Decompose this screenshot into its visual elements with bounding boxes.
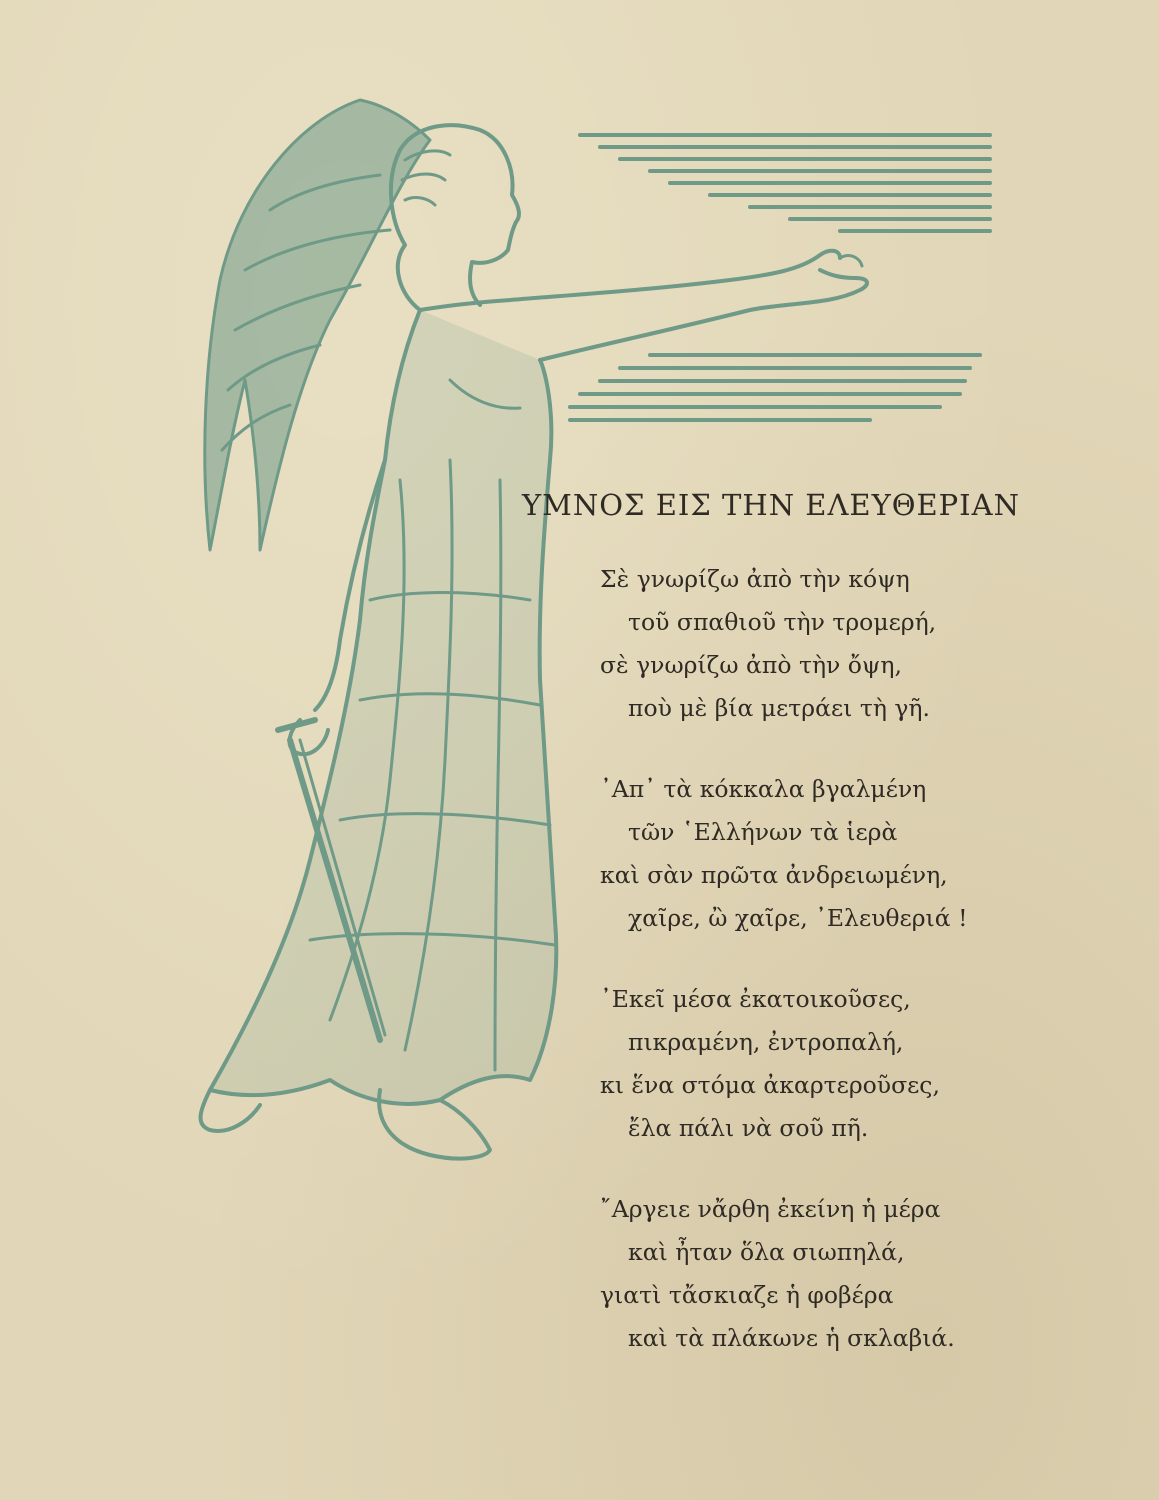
poem-line: ᾿Απ᾿ τὰ κόκκαλα βγαλμένη <box>600 775 927 803</box>
speed-lines-top <box>580 135 990 231</box>
stanza-3 <box>600 978 1030 1150</box>
poem-line: καὶ ἦταν ὅλα σιωπηλά, <box>628 1238 905 1266</box>
poem-line: ἔλα πάλι νὰ σοῦ πῆ. <box>628 1114 869 1142</box>
stanza-1 <box>600 558 1030 730</box>
poem-line: καὶ τὰ πλάκωνε ἡ σκλαβιά. <box>628 1324 955 1352</box>
stanza-4 <box>600 1188 1030 1360</box>
poem-line: ᾿Εκεῖ μέσα ἐκατοικοῦσες, <box>600 985 911 1013</box>
poem-line: γιατὶ τἄσκιαζε ἡ φοβέρα <box>600 1281 894 1309</box>
speed-lines-bottom <box>570 355 980 420</box>
poem-body <box>600 558 1030 1398</box>
poem-line: καὶ σὰν πρῶτα ἀνδρειωμένη, <box>600 861 948 889</box>
poem-title: ΥΜΝΟΣ ΕΙΣ ΤΗΝ ΕΛΕΥΘΕΡΙΑΝ <box>522 488 1020 522</box>
poem-line: ῎Αργειε νἄρθη ἐκείνη ἡ μέρα <box>600 1195 941 1223</box>
poem-line: σὲ γνωρίζω ἀπὸ τὴν ὄψη, <box>600 651 902 679</box>
poem-line: τῶν ῾Ελλήνων τὰ ἱερὰ <box>628 818 898 846</box>
stanza-2 <box>600 768 1030 940</box>
poem-line: Σὲ γνωρίζω ἀπὸ τὴν κόψη <box>600 565 910 593</box>
poem-line: τοῦ σπαθιοῦ τὴν τρομερή, <box>628 608 937 636</box>
poem-line: ποὺ μὲ βία μετράει τὴ γῆ. <box>628 694 930 722</box>
poem-line: κι ἕνα στόμα ἀκαρτεροῦσες, <box>600 1071 940 1099</box>
poem-line: πικραμένη, ἐντροπαλή, <box>628 1028 904 1056</box>
poem-line: χαῖρε, ὢ χαῖρε, ᾿Ελευθεριά ! <box>628 904 968 932</box>
